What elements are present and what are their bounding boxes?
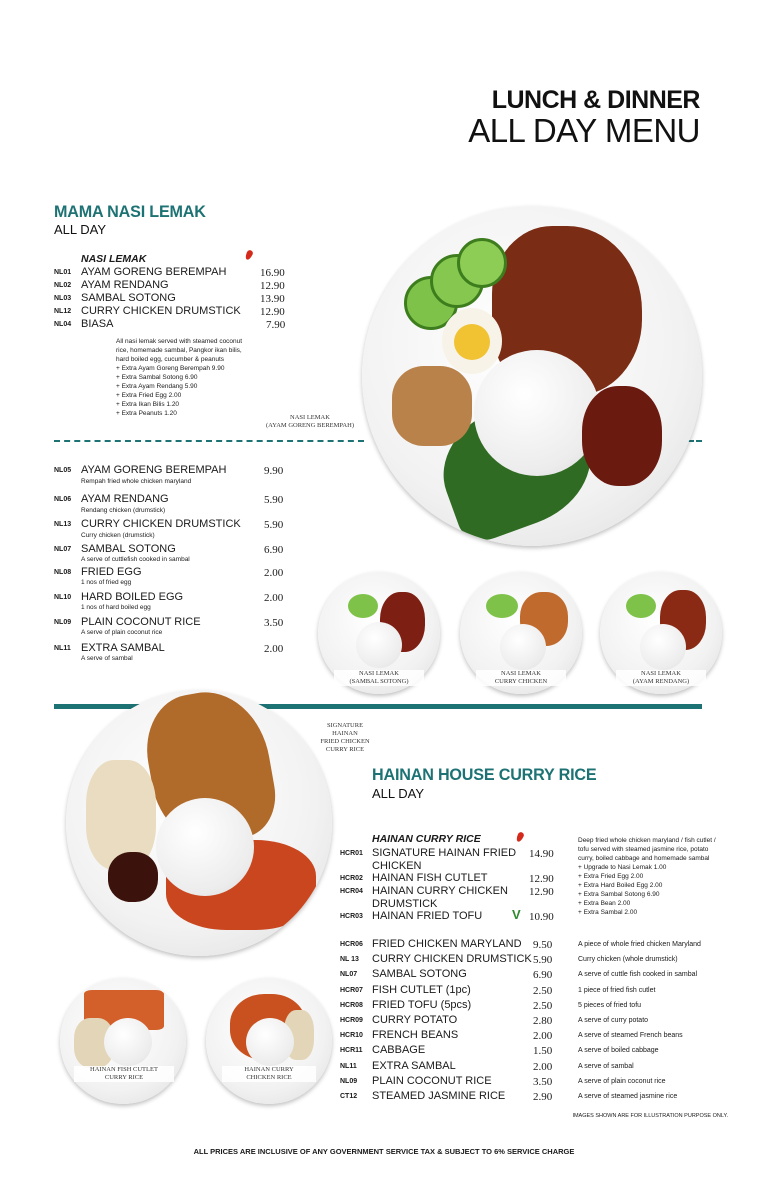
item-desc: 1 nos of fried egg	[81, 579, 132, 586]
item-price: 5.90	[264, 519, 284, 531]
item-code: NL07	[340, 971, 358, 978]
item-price: 2.00	[264, 592, 284, 604]
item-code: HCR02	[340, 875, 363, 882]
item-desc: A piece of whole fried chicken Maryland	[578, 941, 701, 948]
item-name: AYAM RENDANG	[81, 493, 169, 505]
item-code: NL07	[54, 546, 72, 553]
cucumber-slice	[457, 238, 507, 288]
item-code: NL08	[54, 569, 72, 576]
small-plate-caption	[616, 670, 706, 686]
item-code: NL09	[54, 619, 72, 626]
item-desc: A serve of plain coconut rice	[578, 1078, 666, 1085]
sambal	[108, 852, 158, 902]
chili-icon	[244, 249, 254, 261]
item-name: PLAIN COCONUT RICE	[372, 1075, 492, 1087]
caption-line: (AYAM RENDANG)	[632, 678, 690, 685]
item-desc: A serve of cuttle fish cooked in sambal	[578, 971, 698, 978]
item-price: 2.00	[264, 567, 284, 579]
caption-line: SIGNATURE	[326, 722, 364, 729]
item-code: HCR07	[340, 987, 363, 994]
item-desc: 5 pieces of fried tofu	[578, 1002, 642, 1009]
small-plate-caption	[222, 1066, 316, 1082]
chili-icon	[515, 831, 525, 843]
item-price: 2.50	[533, 1000, 553, 1012]
item-desc: A serve of plain coconut rice	[81, 629, 163, 636]
caption-line: FRIED CHICKEN	[320, 738, 370, 745]
hainan-category: HAINAN CURRY RICE	[372, 833, 481, 845]
coconut-rice	[474, 350, 600, 476]
note-line: + Extra Sambal 2.00	[578, 909, 638, 916]
item-name: EXTRA SAMBAL	[372, 1060, 456, 1072]
nasi-lemak-category: NASI LEMAK	[81, 253, 147, 265]
vegetarian-icon: V	[512, 907, 521, 922]
item-name: FRIED TOFU (5pcs)	[372, 999, 472, 1011]
item-name: SIGNATURE HAINAN FRIED	[372, 847, 517, 859]
menu-title-line1: LUNCH & DINNER	[491, 86, 700, 114]
item-name: CURRY CHICKEN DRUMSTICK	[372, 953, 532, 965]
signature-caption	[310, 722, 380, 754]
item-price: 6.90	[533, 969, 553, 981]
item-price: 2.50	[533, 985, 553, 997]
item-desc: 1 piece of fried fish cutlet	[578, 987, 656, 994]
note-line: + Extra Ayam Goreng Berempah 9.90	[116, 365, 225, 372]
item-code: HCR03	[340, 913, 363, 920]
item-code: HCR06	[340, 941, 363, 948]
note-line: + Extra Peanuts 1.20	[116, 410, 177, 417]
hainan-set-notes	[578, 836, 738, 917]
caption-line: CURRY RICE	[325, 746, 365, 753]
item-desc: A serve of steamed French beans	[578, 1032, 683, 1039]
item-name: BIASA	[81, 318, 114, 330]
item-code: HCR11	[340, 1047, 363, 1054]
caption-line: (AYAM GORENG BEREMPAH)	[265, 422, 354, 429]
item-code: NL02	[54, 282, 72, 289]
item-name: CURRY CHICKEN DRUMSTICK	[81, 518, 241, 530]
note-line: + Extra Bean 2.00	[578, 900, 631, 907]
note-line: + Extra Fried Egg 2.00	[578, 873, 644, 880]
note-line: rice, homemade sambal, Pangkor ikan bilis,	[116, 347, 242, 354]
item-code: NL06	[54, 496, 72, 503]
item-name: AYAM RENDANG	[81, 279, 169, 291]
item-code: NL04	[54, 321, 72, 328]
item-desc: A serve of steamed jasmine rice	[578, 1093, 678, 1100]
note-line: tofu served with steamed jasmine rice, potato	[578, 846, 709, 853]
item-price: 9.50	[533, 939, 553, 951]
caption-line: NASI LEMAK	[359, 670, 399, 677]
item-code: HCR10	[340, 1032, 363, 1039]
caption-line: CHICKEN RICE	[246, 1074, 292, 1081]
note-line: + Extra Ayam Rendang 5.90	[116, 383, 198, 390]
hainan-title: HAINAN HOUSE CURRY RICE	[372, 765, 597, 784]
nasi-lemak-title: MAMA NASI LEMAK	[54, 202, 206, 221]
item-name: FRIED CHICKEN MARYLAND	[372, 938, 522, 950]
item-name: STEAMED JASMINE RICE	[372, 1090, 506, 1102]
item-name: HARD BOILED EGG	[81, 591, 184, 603]
item-code: HCR08	[340, 1002, 363, 1009]
note-line: curry, boiled cabbage and homemade sambal	[578, 855, 710, 862]
item-code: CT12	[340, 1093, 358, 1100]
small-plate-caption	[476, 670, 566, 686]
illustration-note: IMAGES SHOWN ARE FOR ILLUSTRATION PURPOSE ONLY.	[572, 1113, 728, 1119]
hainan-subtitle: ALL DAY	[372, 786, 425, 801]
item-price: 1.50	[533, 1045, 553, 1057]
item-desc: Rempah fried whole chicken maryland	[81, 478, 192, 485]
item-name: HAINAN FRIED TOFU	[372, 910, 483, 922]
item-code: NL11	[340, 1063, 357, 1070]
item-desc: Curry chicken (whole drumstick)	[578, 956, 678, 963]
item-name: AYAM GORENG BEREMPAH	[81, 464, 227, 476]
item-price: 3.50	[533, 1076, 553, 1088]
main-plate-caption	[250, 414, 370, 430]
sambal	[582, 386, 662, 486]
item-price: 3.50	[264, 617, 284, 629]
item-price: 7.90	[266, 319, 286, 331]
item-name-cont: CHICKEN	[372, 860, 422, 872]
item-code: NL03	[54, 295, 72, 302]
jasmine-rice	[156, 798, 254, 896]
item-name: SAMBAL SOTONG	[372, 968, 467, 980]
item-name: FRIED EGG	[81, 566, 142, 578]
note-line: + Extra Fried Egg 2.00	[116, 392, 182, 399]
item-name: CABBAGE	[372, 1044, 426, 1056]
item-name: HAINAN CURRY CHICKEN	[372, 885, 508, 897]
item-desc: A serve of curry potato	[578, 1017, 649, 1024]
item-code: HCR01	[340, 850, 363, 857]
item-price: 6.90	[264, 544, 284, 556]
boiled-egg	[442, 308, 502, 374]
item-name: EXTRA SAMBAL	[81, 642, 165, 654]
note-line: hard boiled egg, cucumber & peanuts	[116, 356, 225, 363]
section-divider-dashed	[54, 440, 364, 442]
note-line: + Extra Ikan Bilis 1.20	[116, 401, 180, 408]
item-desc: A serve of sambal	[81, 655, 133, 662]
item-name: AYAM GORENG BEREMPAH	[81, 266, 227, 278]
item-price: 12.90	[260, 280, 285, 292]
hainan-fish-cutlet-image	[60, 978, 186, 1104]
item-code: NL01	[54, 269, 72, 276]
item-code: NL12	[54, 308, 72, 315]
item-code: NL11	[54, 645, 71, 652]
nasi-lemak-subtitle: ALL DAY	[54, 222, 107, 237]
caption-line: NASI LEMAK	[290, 414, 330, 421]
item-name: FRENCH BEANS	[372, 1029, 459, 1041]
item-price: 12.90	[529, 886, 554, 898]
item-price: 9.90	[264, 465, 284, 477]
caption-line: NASI LEMAK	[501, 670, 541, 677]
item-price: 2.80	[533, 1015, 553, 1027]
nasi-lemak-plate-image	[362, 206, 702, 546]
item-price: 12.90	[529, 873, 554, 885]
item-code: NL09	[340, 1078, 358, 1085]
menu-title-line2: ALL DAY MENU	[468, 112, 700, 149]
item-desc: A serve of cuttlefish cooked in sambal	[81, 556, 190, 563]
note-line: + Upgrade to Nasi Lemak 1.00	[578, 864, 667, 871]
item-price: 5.90	[264, 494, 284, 506]
caption-line: (SAMBAL SOTONG)	[349, 678, 409, 685]
item-price: 2.00	[533, 1061, 553, 1073]
item-code: HCR04	[340, 888, 363, 895]
item-desc: Curry chicken (drumstick)	[81, 532, 155, 539]
caption-line: HAINAN CURRY	[244, 1066, 294, 1073]
note-line: + Extra Hard Boiled Egg 2.00	[578, 882, 663, 889]
caption-line: CURRY CHICKEN	[494, 678, 548, 685]
item-desc: A serve of sambal	[578, 1063, 634, 1070]
caption-line: CURRY RICE	[104, 1074, 144, 1081]
item-code: NL13	[54, 521, 72, 528]
item-price: 10.90	[529, 911, 554, 923]
item-desc: Rendang chicken (drumstick)	[81, 507, 166, 514]
nasi-lemak-set-notes	[116, 337, 266, 418]
item-price: 5.90	[533, 954, 553, 966]
item-desc: A serve of boiled cabbage	[578, 1047, 659, 1054]
ikan-bilis-peanuts	[392, 366, 472, 446]
note-line: + Extra Sambal Sotong 6.90	[116, 374, 198, 381]
hainan-signature-plate-image	[66, 690, 332, 956]
item-name: HAINAN FISH CUTLET	[372, 872, 488, 884]
item-price: 14.90	[529, 848, 554, 860]
hainan-curry-chicken-image	[206, 978, 332, 1104]
note-line: Deep fried whole chicken maryland / fish cutlet /	[578, 837, 716, 844]
item-price: 12.90	[260, 306, 285, 318]
item-price: 2.00	[264, 643, 284, 655]
item-name: FISH CUTLET (1pc)	[372, 984, 471, 996]
caption-line: NASI LEMAK	[641, 670, 681, 677]
note-line: All nasi lemak served with steamed coconut	[116, 338, 243, 345]
caption-line: HAINAN	[332, 730, 358, 737]
item-code: HCR09	[340, 1017, 363, 1024]
item-name-cont: DRUMSTICK	[372, 898, 438, 910]
item-name: PLAIN COCONUT RICE	[81, 616, 201, 628]
note-line: + Extra Sambal Sotong 6.90	[578, 891, 660, 898]
item-name: CURRY POTATO	[372, 1014, 458, 1026]
small-plate-caption	[334, 670, 424, 686]
item-price: 2.00	[533, 1030, 553, 1042]
tax-note: ALL PRICES ARE INCLUSIVE OF ANY GOVERNMENT SERVICE TAX & SUBJECT TO 6% SERVICE CHARGE	[193, 1147, 575, 1156]
item-price: 16.90	[260, 267, 285, 279]
item-desc: 1 nos of hard boiled egg	[81, 604, 151, 611]
caption-line: HAINAN FISH CUTLET	[90, 1066, 158, 1073]
item-name: SAMBAL SOTONG	[81, 292, 176, 304]
item-code: NL05	[54, 467, 72, 474]
small-plate-caption	[74, 1066, 174, 1082]
item-code: NL10	[54, 594, 72, 601]
item-price: 13.90	[260, 293, 285, 305]
item-price: 2.90	[533, 1091, 553, 1103]
item-name: SAMBAL SOTONG	[81, 543, 176, 555]
item-name: CURRY CHICKEN DRUMSTICK	[81, 305, 241, 317]
item-code: NL 13	[340, 956, 359, 963]
